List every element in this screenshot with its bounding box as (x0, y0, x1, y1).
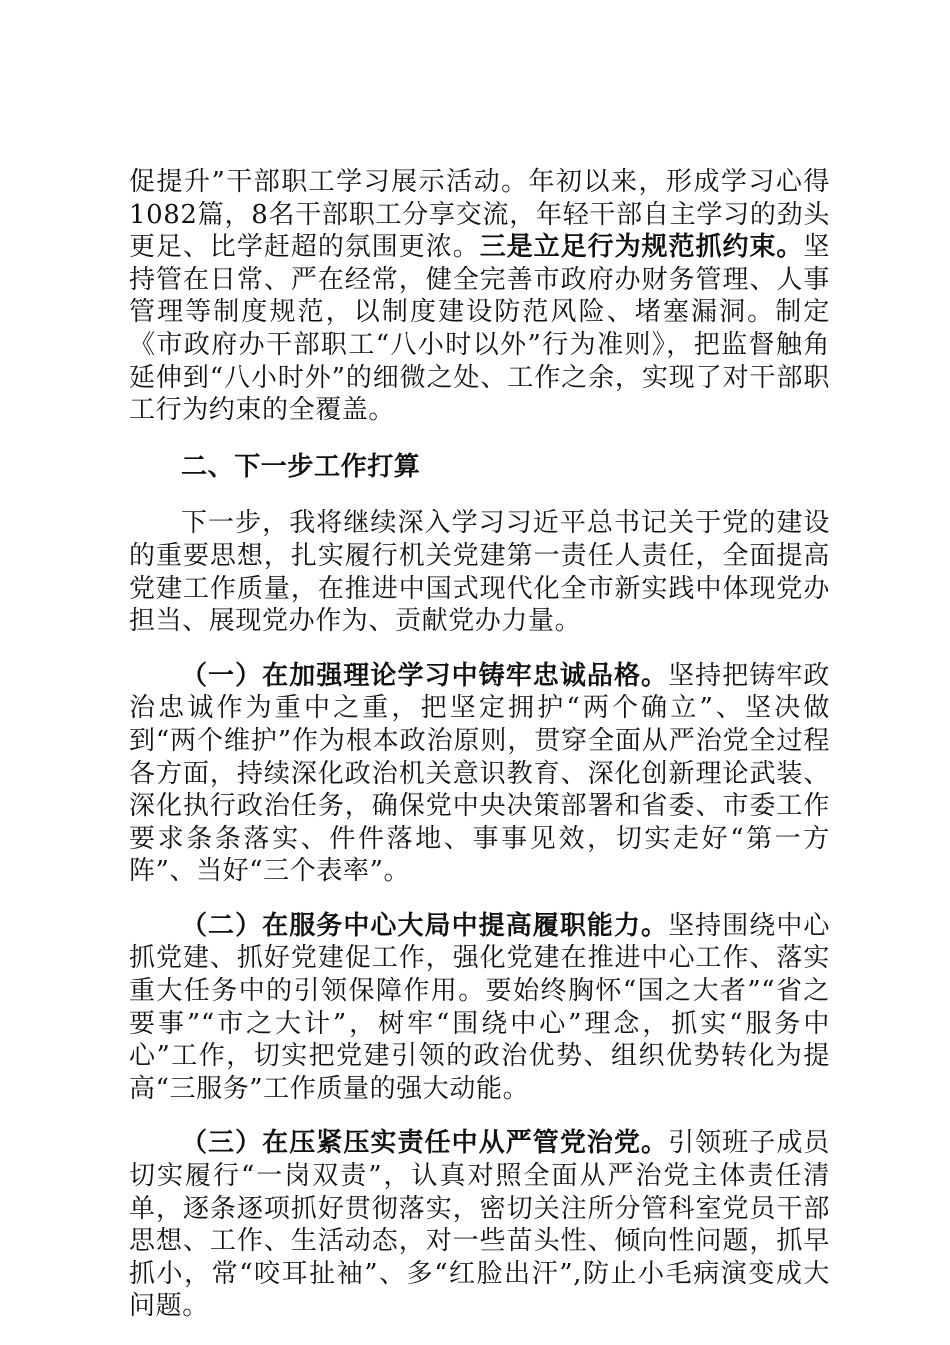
section-heading: 二、下一步工作打算 (181, 451, 421, 482)
continued-paragraph (129, 166, 830, 427)
item-lead: （一）在加强理论学习中铸牢忠诚品格。 (181, 660, 669, 691)
document-body (129, 166, 830, 1345)
paragraph-text-rest: 坚持管在日常、严在经常，健全完善市政府办财务管理、人事管理等制度规范，以制度建设防范风险、堵塞漏洞。制定《市政府办干部职工“八小时以外”行为准则》，把监督触角延伸到“八小时外”的细微之处、工作之余，实现了对干部职工行为约束的全覆盖。 (129, 232, 830, 426)
item-lead: （三）在压紧压实责任中从严管党治党。 (181, 1128, 669, 1159)
item-lead: （二）在服务中心大局中提高履职能力。 (181, 910, 669, 941)
item-paragraph-3 (129, 1127, 830, 1323)
item-body: 引领班子成员切实履行“一岗双责”，认真对照全面从严治党主体责任清单，逐条逐项抓好贯彻落实，密切关注所分管科室党员干部思想、工作、生活动态，对一些苗头性、倾向性问题，抓早抓小，常“咬耳扯袖”、多“红脸出汗”,防止小毛病演变成大问题。 (129, 1128, 830, 1322)
intro-paragraph: 下一步，我将继续深入学习习近平总书记关于党的建设的重要思想，扎实履行机关党建第一责任人责任，全面提高党建工作质量，在推进中国式现代化全市新实践中体现党办担当、展现党办作为、贡献党办力量。 (129, 508, 830, 637)
item-paragraph-2 (129, 910, 830, 1106)
item-body: 坚持围绕中心抓党建、抓好党建促工作，强化党建在推进中心工作、落实重大任务中的引领保障作用。要始终胸怀“国之大者”“省之要事”“市之大计”，树牢“围绕中心”理念，抓实“服务中心”工作，切实把党建引领的政治优势、组织优势转化为提高“三服务”工作质量的强大动能。 (129, 910, 830, 1104)
paragraph-text: 促提升”干部职工学习展示活动。年初以来，形成学习心得1082篇，8名干部职工分享交流，年轻干部自主学习的劲头更足、比学赶超的氛围更浓。 (129, 167, 830, 263)
paragraph-lead-bold: 三是立足行为规范抓约束。 (479, 232, 804, 263)
item-paragraph-1 (129, 660, 830, 888)
item-body: 坚持把铸牢政治忠诚作为重中之重，把坚定拥护“两个确立”、坚决做到“两个维护”作为根本政治原则，贯穿全面从严治党全过程各方面，持续深化政治机关意识教育、深化创新理论武装、深化执行政治任务，确保党中央决策部署和省委、市委工作要求条条落实、件件落地、事事见效，切实走好“第一方阵”、当好“三个表率”。 (129, 660, 830, 887)
